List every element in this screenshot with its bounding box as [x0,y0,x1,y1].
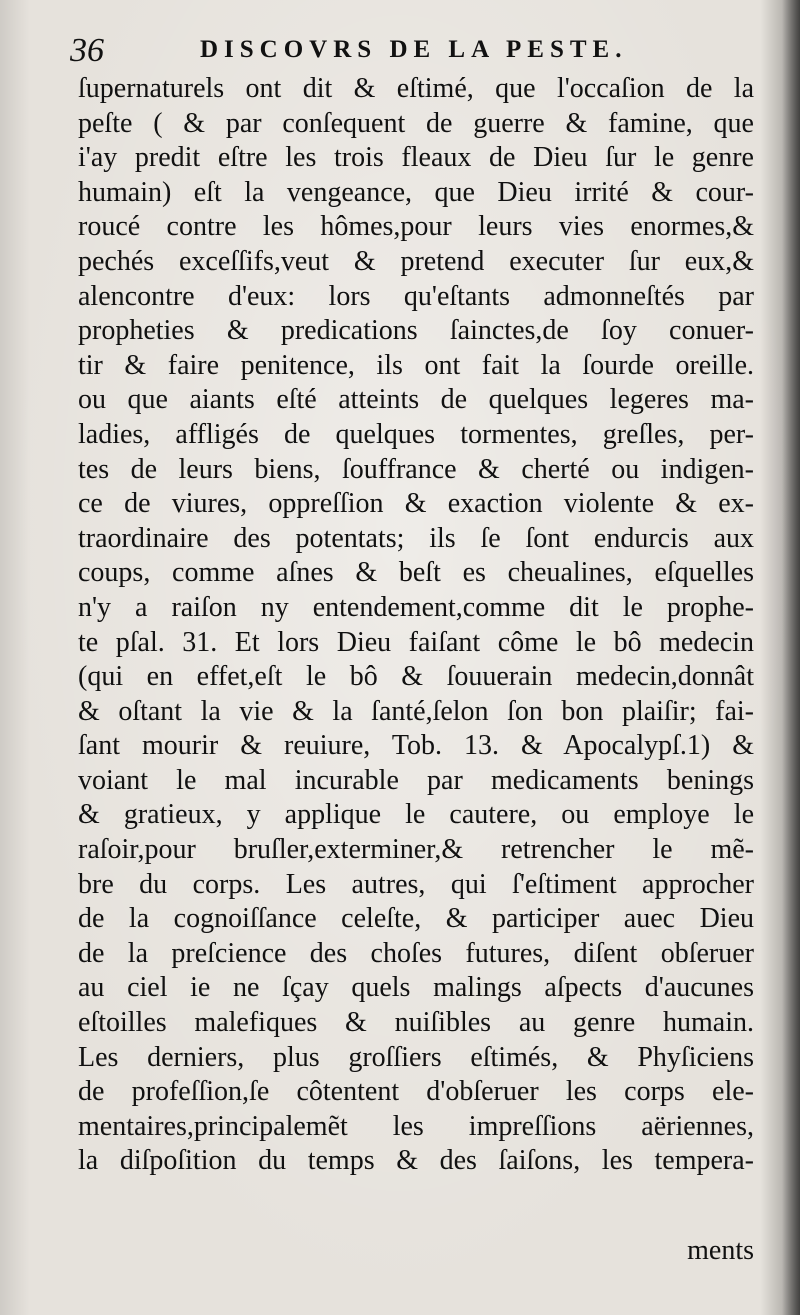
text-line: (qui en effet,eſt le bô & ſouuerain medecin,donnât [78,661,754,693]
text-line: mentaires,principalemẽt les impreſſions aëriennes, [78,1110,754,1142]
text-line: ou que aiants eſté atteints de quelques legeres ma- [78,384,754,416]
page-edge-shadow [782,0,800,1315]
text-line: voiant le mal incurable par medicaments benings [78,764,754,796]
text-line: ce de viures, oppreſſion & exaction violente & ex- [78,488,754,520]
text-line: tes de leurs biens, ſouffrance & cherté ou indigen- [78,453,754,485]
text-line: de la cognoiſſance celeſte, & participer auec Dieu [78,903,754,935]
text-line: peſte ( & par conſequent de guerre & famine, que [78,107,754,139]
text-line: ſant mourir & reuiure, Tob. 13. & Apocalypſ.1) & [78,730,754,762]
text-line: au ciel ie ne ſçay quels malings aſpects d'aucunes [78,972,754,1004]
text-line: & oſtant la vie & la ſanté,ſelon ſon bon plaiſir; fai- [78,695,754,727]
text-line: roucé contre les hômes,pour leurs vies enormes,& [78,211,754,243]
text-line: pechés exceſſifs,veut & pretend executer ſur eux,& [78,245,754,277]
catchword: ments [687,1235,754,1266]
text-line: te pſal. 31. Et lors Dieu faiſant côme le bô medecin [78,626,754,658]
text-line: n'y a raiſon ny entendement,comme dit le prophe- [78,591,754,623]
text-line: de profeſſion,ſe côtentent d'obſeruer les corps ele- [78,1076,754,1108]
text-line: bre du corps. Les autres, qui ſ'eſtiment approcher [78,868,754,900]
text-line: alencontre d'eux: lors qu'eſtants admonneſtés par [78,280,754,312]
text-line: raſoir,pour bruſler,exterminer,& retrencher le mẽ- [78,834,754,866]
text-line: ladies, affligés de quelques tormentes, greſles, per- [78,418,754,450]
text-line: propheties & predications ſainctes,de ſoy conuer- [78,315,754,347]
text-line: eſtoilles malefiques & nuiſibles au genre humain. [78,1007,754,1039]
running-title: DISCOVRS DE LA PESTE. [200,36,628,63]
text-line: la diſpoſition du temps & des ſaiſons, les tempera- [78,1145,754,1177]
page-number: 36 [70,32,104,69]
text-line: ſupernaturels ont dit & eſtimé, que l'occaſion de la [78,73,754,104]
body-text [78,72,754,1179]
text-line: tir & faire penitence, ils ont fait la ſourde oreille. [78,349,754,381]
text-line: & gratieux, y applique le cautere, ou employe le [78,799,754,831]
page-header [70,30,710,74]
text-line: i'ay predit eſtre les trois fleaux de Dieu ſur le genre [78,142,754,174]
text-line: de la preſcience des choſes futures, diſent obſeruer [78,937,754,969]
text-line: traordinaire des potentats; ils ſe ſont endurcis aux [78,522,754,554]
text-line: coups, comme aſnes & beſt es cheualines, eſquelles [78,557,754,589]
text-line: humain) eſt la vengeance, que Dieu irrité & cour- [78,176,754,208]
text-line: Les derniers, plus groſſiers eſtimés, & Phyſiciens [78,1041,754,1073]
